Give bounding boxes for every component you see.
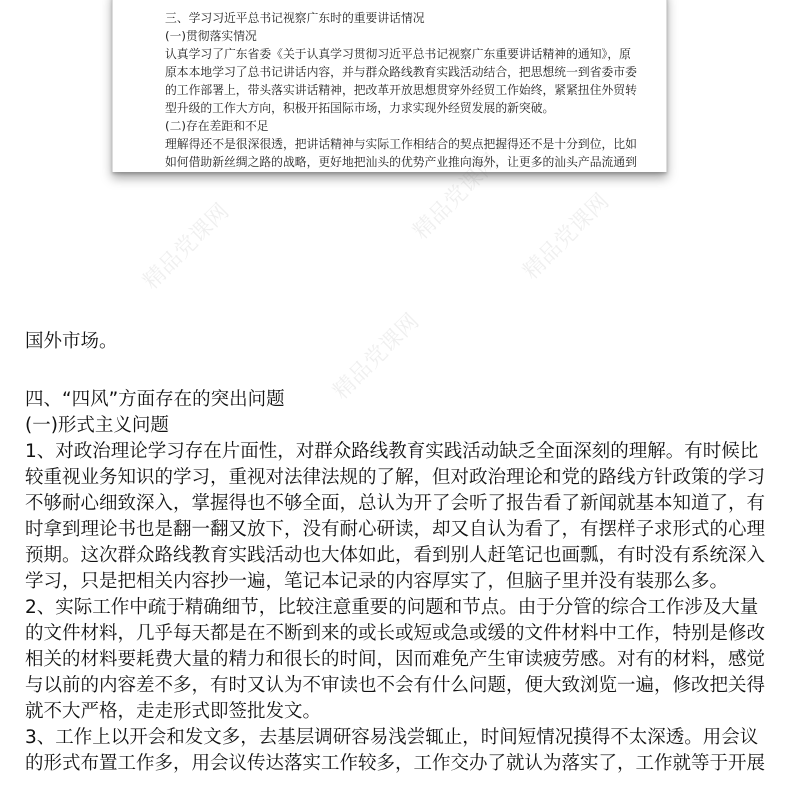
watermark: 精品党课网 — [138, 199, 235, 295]
paragraph-line: 的工作部署上，带头落实讲话精神，把改革开放思想贯穿外经贸工作始终，紧紧扭住外贸转 — [165, 83, 637, 97]
paragraph-line: 的形式布置工作多，用会议传达落实工作较多，工作交办了就认为落实了，工作就等于开展 — [25, 753, 766, 774]
paragraph-line: 预期。这次群众路线教育实践活动也大体如此，看到别人赶笔记也画瓢，有时没有系统深入 — [25, 545, 766, 566]
paragraph-line: 国外市场。 — [25, 331, 118, 352]
watermark: 精品党课网 — [408, 149, 505, 245]
subheading: (一)贯彻落实情况 — [165, 29, 257, 43]
paragraph-line: 原本本地学习了总书记讲话内容，并与群众路线教育实践活动结合，把思想统一到省委市委 — [165, 65, 637, 79]
paragraph-line: 3、工作上以开会和发文多，去基层调研容易浅尝辄止，时间短情况摸得不太深透。用会议 — [25, 727, 759, 748]
subheading: (二)存在差距和不足 — [165, 119, 269, 133]
subheading: (一)形式主义问题 — [25, 415, 169, 436]
section-heading: 三、学习习近平总书记视察广东时的重要讲话情况 — [165, 11, 425, 25]
section-four — [25, 387, 765, 777]
continuation-text — [25, 329, 118, 355]
paragraph-line: 不够耐心细致深入，掌握得也不够全面，总认为开了会听了报告看了新闻就基本知道了，有 — [25, 493, 766, 514]
paragraph-line: 相关的材料要耗费大量的精力和很长的时间，因而难免产生审读疲劳感。对有的材料，感觉 — [25, 649, 766, 670]
paragraph-line: 与以前的内容差不多，有时又认为不审读也不会有什么问题，便大致浏览一遍，修改把关得 — [25, 675, 766, 696]
paragraph-line: 认真学习了广东省委《关于认真学习贯彻习近平总书记视察广东重要讲话精神的通知》，原 — [165, 47, 631, 61]
section-heading: 四、“四风”方面存在的突出问题 — [25, 389, 285, 410]
paragraph-line: 理解得还不是很深很透，把讲话精神与实际工作相结合的契点把握得还不是十分到位，比如 — [165, 137, 637, 151]
paragraph-line: 就不大严格，走走形式即签批发文。 — [25, 701, 322, 722]
paragraph-line: 型升级的工作大方向，积极开拓国际市场，力求实现外经贸发展的新突破。 — [165, 101, 555, 115]
paragraph-line: 学习，只是把相关内容抄一遍，笔记本记录的内容厚实了，但脑子里并没有装那么多。 — [25, 571, 729, 592]
paragraph-line: 时拿到理论书也是翻一翻又放下，没有耐心研读，却又自认为看了，有摆样子求形式的心理 — [25, 519, 766, 540]
embedded-document-text — [165, 9, 637, 171]
paragraph-line: 2、实际工作中疏于精确细节，比较注意重要的问题和节点。由于分管的综合工作涉及大量 — [25, 597, 759, 618]
watermark: 精品党课网 — [518, 189, 615, 285]
paragraph-line: 如何借助新丝绸之路的战略，更好地把汕头的优势产业推向海外，让更多的汕头产品流通到 — [165, 155, 637, 169]
paragraph-line: 1、对政治理论学习存在片面性，对群众路线教育实践活动缺乏全面深刻的理解。有时候比 — [25, 441, 759, 462]
paragraph-line: 较重视业务知识的学习，重视对法律法规的了解，但对政治理论和党的路线方针政策的学习 — [25, 467, 766, 488]
watermark: 精品党课网 — [328, 309, 425, 405]
paragraph-line: 的文件材料，几乎每天都是在不断到来的或长或短或急或缓的文件材料中工作，特别是修改 — [25, 623, 766, 644]
